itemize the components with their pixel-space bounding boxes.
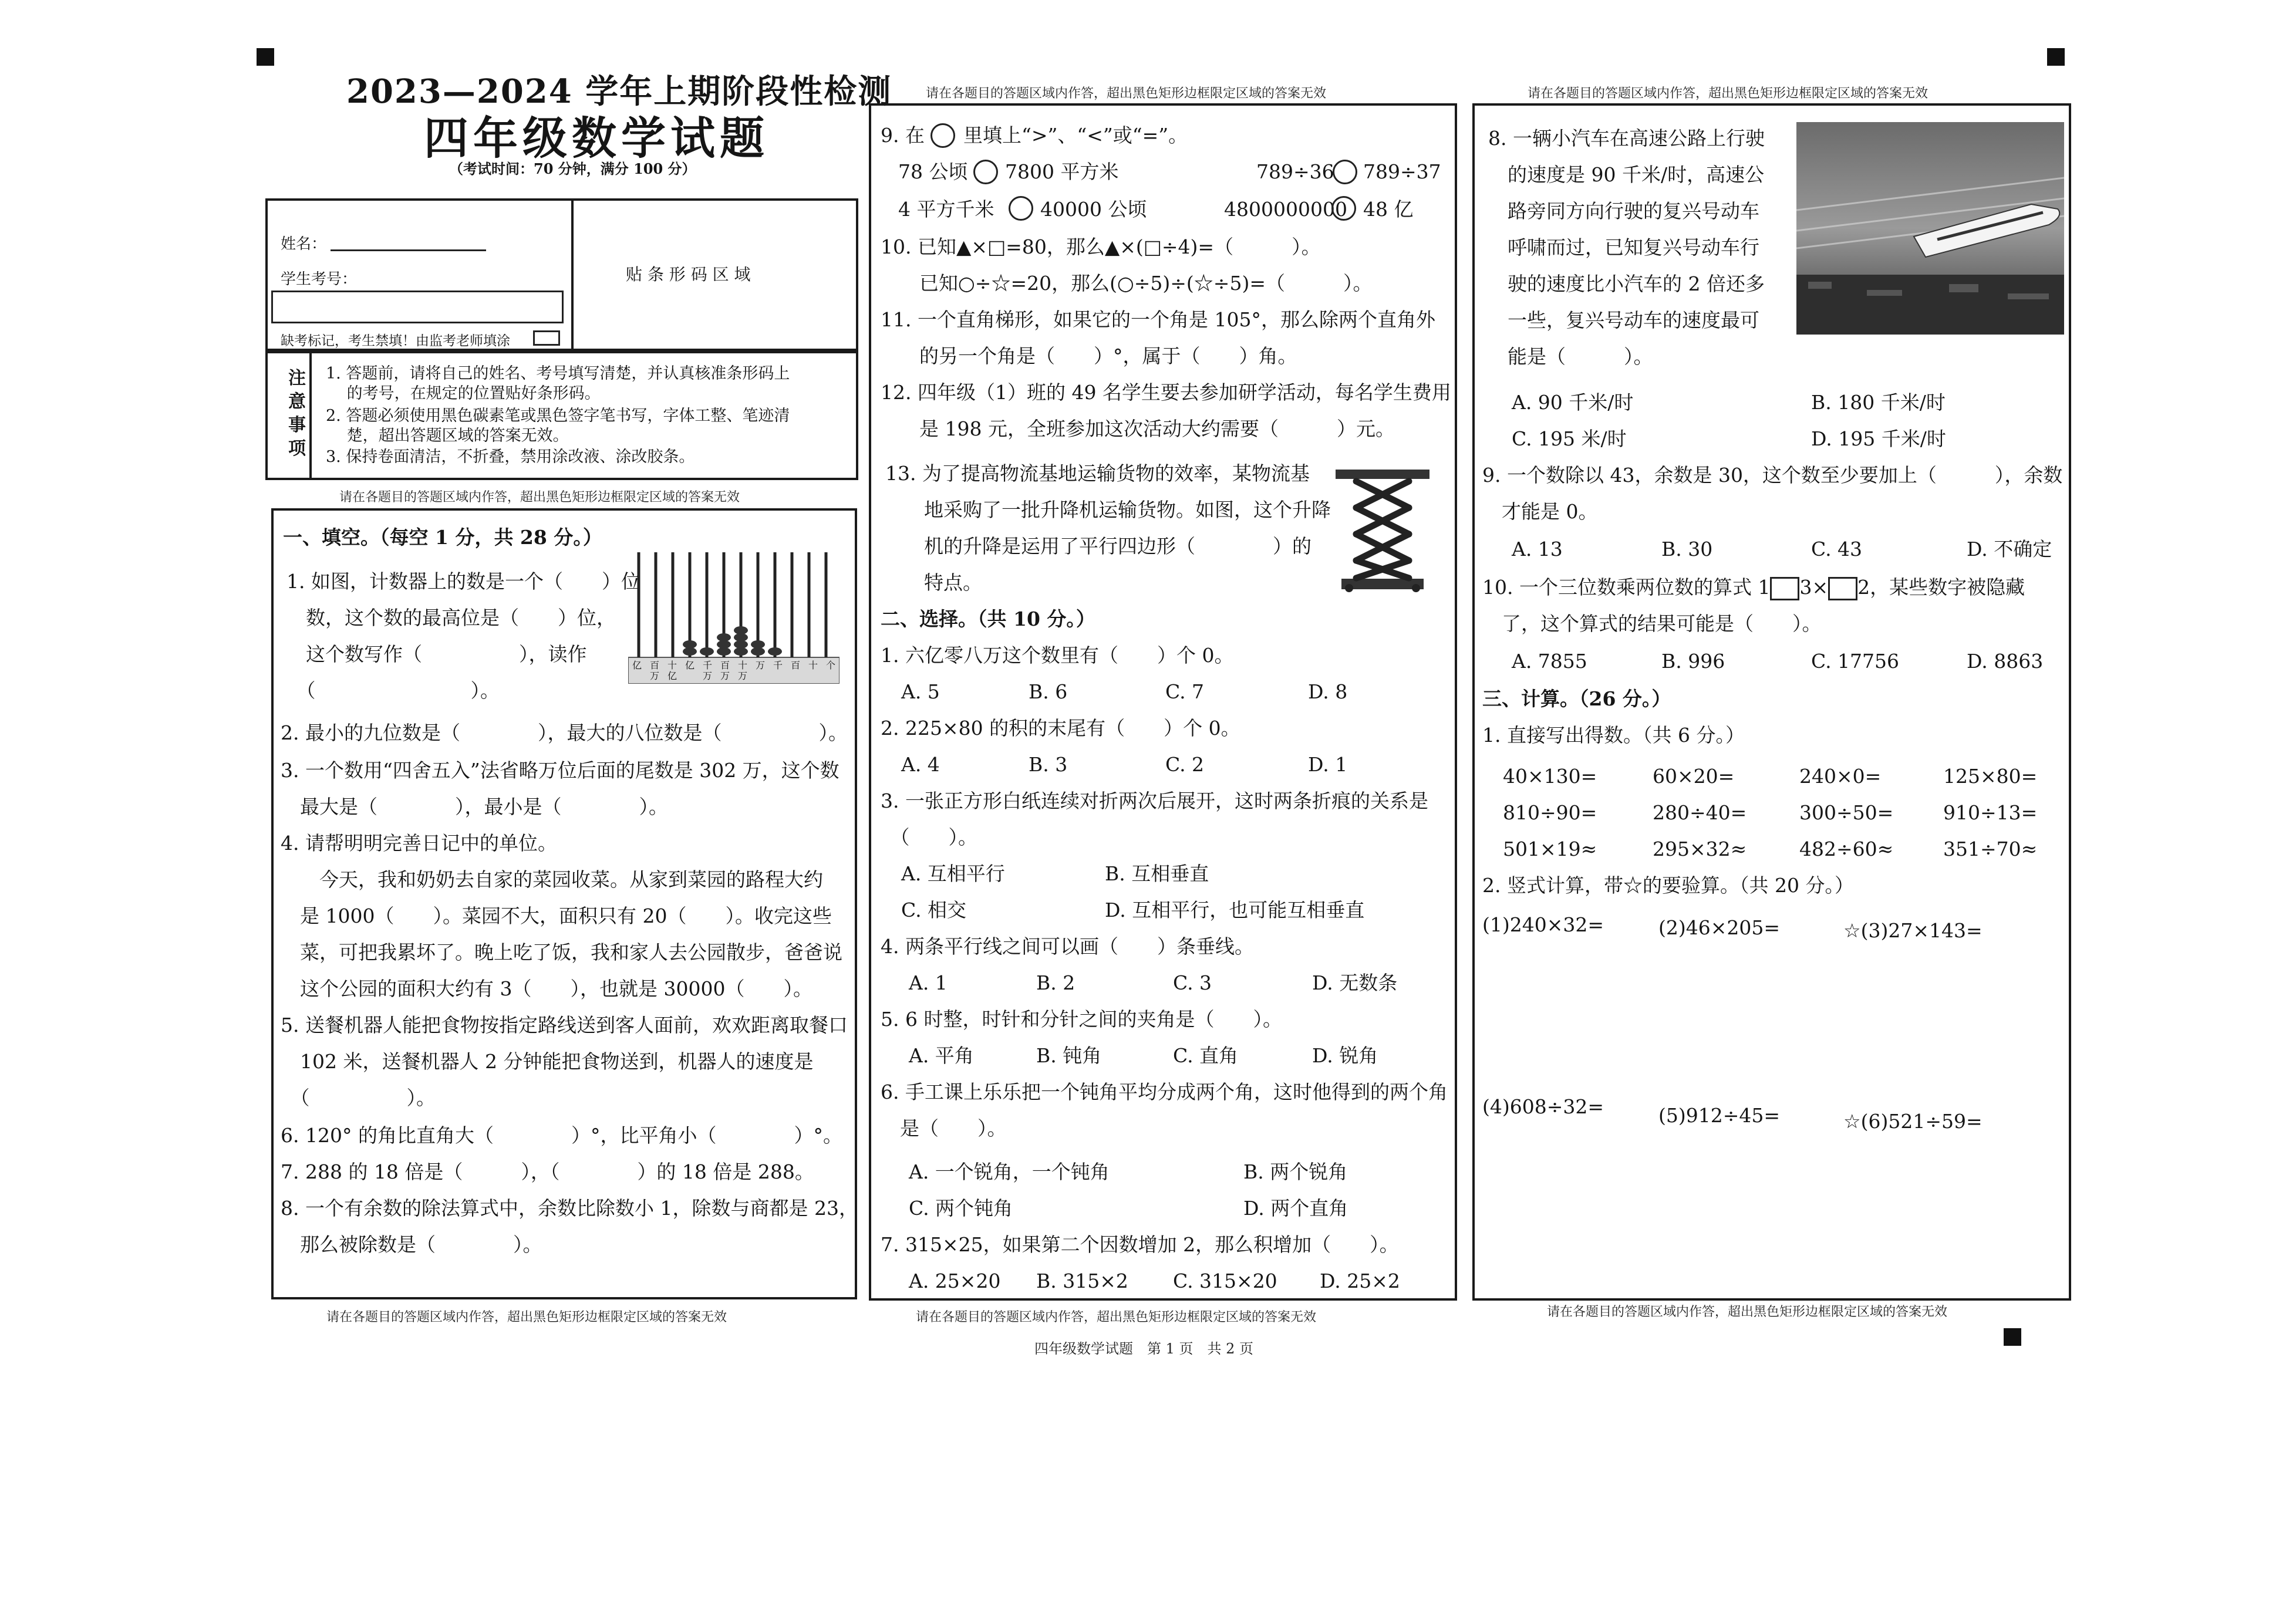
question-13-line: 机的升降是运用了平行四边形（ ）的 — [885, 535, 1311, 558]
direct-calc: 482÷60≈ — [1799, 838, 1894, 860]
direct-calc: 351÷70≈ — [1943, 838, 2038, 860]
answer-notice-top-col3: 请在各题目的答题区域内作答，超出黑色矩形边框限定区域的答案无效 — [1528, 86, 1928, 101]
direct-calc: 501×19≈ — [1503, 838, 1597, 860]
choice-5-option[interactable]: D. 锐角 — [1312, 1044, 1378, 1067]
choice-1-option[interactable]: B. 6 — [1029, 680, 1068, 703]
choice-2-option[interactable]: A. 4 — [901, 753, 940, 776]
answer-circle[interactable] — [1333, 160, 1357, 184]
question-5-line: 102 米，送餐机器人 2 分钟能把食物送到，机器人的速度是 — [281, 1050, 814, 1073]
notice-label-char: 注 — [288, 368, 306, 389]
choice-6-option[interactable]: D. 两个直角 — [1243, 1197, 1348, 1220]
choice-5-option[interactable]: C. 直角 — [1173, 1044, 1239, 1067]
bullet-train-drawing — [1796, 122, 2064, 335]
compare-right: 48 亿 — [1363, 198, 1414, 221]
choice-8-line: 的速度是 90 千米/时，高速公 — [1488, 163, 1765, 186]
barcode-divider — [571, 198, 574, 351]
question-2: 2. 最小的九位数是（ ），最大的八位数是（ ）。 — [281, 721, 848, 744]
choice-10-text-part: 10. 一个三位数乘两位数的算式 1 — [1482, 576, 1771, 599]
registration-mark-top-right — [2047, 48, 2065, 66]
abacus-labels — [628, 660, 839, 681]
question-8-line: 那么被除数是（ ）。 — [281, 1233, 542, 1256]
choice-9-option[interactable]: A. 13 — [1512, 538, 1563, 561]
choice-9-line: 才能是 0。 — [1482, 500, 1598, 523]
abacus-label: 百万 — [720, 660, 730, 681]
abacus-label: 百万 — [649, 660, 659, 681]
question-1-line: 1. 如图，计数器上的数是一个（ ）位 — [286, 570, 640, 593]
absent-mark-label: 缺考标记，考生禁填！由监考老师填涂 — [281, 333, 510, 349]
answer-notice-bottom-col2: 请在各题目的答题区域内作答，超出黑色矩形边框限定区域的答案无效 — [916, 1310, 1317, 1325]
compare-left: 789÷36 — [1256, 160, 1334, 183]
notice-line: 3. 保持卷面清洁，不折叠，禁用涂改液、涂改胶条。 — [326, 448, 695, 466]
question-4-diary-line: 这个公园的面积大约有 3（ ），也就是 30000（ ）。 — [281, 977, 812, 1000]
notice-label-char: 事 — [288, 415, 306, 435]
choice-5-option[interactable]: B. 钝角 — [1036, 1044, 1102, 1067]
direct-calc: 295×32≈ — [1653, 838, 1747, 860]
choice-7: 7. 315×25，如果第二个因数增加 2，那么积增加（ ）。 — [881, 1233, 1399, 1256]
abacus-label: 十万 — [737, 660, 747, 681]
notice-line: 楚，超出答题区域的答案无效。 — [326, 427, 569, 445]
question-1-line: 数，这个数的最高位是（ ）位， — [286, 606, 616, 629]
question-4-diary-line: 是 1000（ ）。菜园不大，面积只有 20（ ）。收完这些 — [281, 904, 832, 927]
choice-8-option[interactable]: D. 195 千米/时 — [1811, 427, 1946, 450]
question-13-line: 13. 为了提高物流基地运输货物的效率，某物流基 — [885, 462, 1310, 485]
question-11-line: 11. 一个直角梯形，如果它的一个角是 105°，那么除两个直角外 — [881, 308, 1435, 331]
question-4: 4. 请帮明明完善日记中的单位。 — [281, 832, 557, 855]
notice-line: 的考号，在规定的位置贴好条形码。 — [326, 384, 601, 403]
direct-calc: 60×20= — [1653, 765, 1735, 788]
choice-9-option[interactable]: B. 30 — [1661, 538, 1713, 561]
choice-9-line: 9. 一个数除以 43，余数是 30，这个数至少要加上（ ），余数 — [1482, 464, 2063, 487]
vertical-calc: (4)608÷32= — [1482, 1095, 1604, 1118]
choice-3-option[interactable]: B. 互相垂直 — [1105, 862, 1209, 885]
question-10-line: 10. 已知▲×□=80，那么▲×(□÷4)=（ ）。 — [881, 235, 1321, 258]
notice-label-char: 意 — [288, 391, 306, 412]
direct-calc: 280÷40= — [1653, 801, 1747, 824]
hidden-digit-box[interactable] — [1828, 577, 1857, 600]
answer-notice-top-col2: 请在各题目的答题区域内作答，超出黑色矩形边框限定区域的答案无效 — [926, 86, 1327, 101]
choice-2: 2. 225×80 的积的末尾有（ ）个 0。 — [881, 717, 1240, 740]
answer-circle[interactable] — [930, 123, 955, 148]
calc-part1-heading: 1. 直接写出得数。（共 6 分。） — [1482, 724, 1745, 747]
vertical-calc: (1)240×32= — [1482, 913, 1604, 936]
question-12-line: 12. 四年级（1）班的 49 名学生要去参加研学活动，每名学生费用 — [881, 381, 1451, 404]
choice-4-option[interactable]: B. 2 — [1036, 971, 1075, 994]
abacus-label: 十 — [808, 660, 818, 671]
choice-3-line: 3. 一张正方形白纸连续对折两次后展开，这时两条折痕的关系是 — [881, 789, 1428, 812]
abacus-label: 千 — [773, 660, 783, 671]
answer-notice-col1-top: 请在各题目的答题区域内作答，超出黑色矩形边框限定区域的答案无效 — [339, 490, 740, 505]
choice-8-line: 驶的速度比小汽车的 2 倍还多 — [1488, 272, 1765, 295]
answer-notice-bottom-col1: 请在各题目的答题区域内作答，超出黑色矩形边框限定区域的答案无效 — [326, 1310, 727, 1325]
choice-8-line: 呼啸而过，已知复兴号动车行 — [1488, 236, 1759, 259]
notice-line: 1. 答题前，请将自己的姓名、考号填写清楚，并认真核准条形码上 — [326, 364, 790, 383]
question-13-line: 地采购了一批升降机运输货物。如图，这个升降 — [885, 498, 1331, 521]
question-9 — [881, 117, 1188, 154]
exam-title-line1: 2023—2024 学年上期阶段性检测 — [346, 72, 892, 111]
page-footer: 四年级数学试题 第 1 页 共 2 页 — [1034, 1341, 1254, 1357]
question-9-text: 9. 在 里填上“>”、“<”或“=”。 — [881, 124, 1188, 147]
choice-3-option[interactable]: A. 互相平行 — [901, 862, 1005, 885]
abacus-label: 千万 — [702, 660, 712, 681]
choice-7-option[interactable]: C. 315×20 — [1173, 1270, 1277, 1292]
choice-6-option[interactable]: B. 两个锐角 — [1243, 1160, 1348, 1183]
question-5-line: （ ）。 — [281, 1086, 436, 1109]
section2-heading: 二、选择。（共 10 分。） — [881, 607, 1095, 630]
choice-10-option[interactable]: C. 17756 — [1811, 650, 1900, 673]
abacus-label: 万 — [755, 660, 765, 671]
choice-8-option[interactable]: A. 90 千米/时 — [1512, 391, 1634, 414]
choice-10-option[interactable]: B. 996 — [1661, 650, 1725, 673]
compare-right: 789÷37 — [1363, 160, 1441, 183]
compare-left: 4 平方千米 — [898, 198, 994, 221]
bullet-train-photo — [1796, 122, 2064, 335]
choice-10-option[interactable]: A. 7855 — [1512, 650, 1587, 673]
question-7: 7. 288 的 18 倍是（ ），（ ）的 18 倍是 288。 — [281, 1160, 814, 1183]
choice-9-option[interactable]: C. 43 — [1811, 538, 1863, 561]
abacus-figure — [628, 549, 839, 684]
choice-3-option[interactable]: C. 相交 — [901, 899, 967, 921]
choice-8-line: 能是（ ）。 — [1488, 345, 1653, 368]
choice-7-option[interactable]: D. 25×2 — [1320, 1270, 1400, 1292]
question-4-diary-line: 菜，可把我累坏了。晚上吃了饭，我和家人去公园散步，爸爸说 — [281, 941, 842, 964]
section1-heading: 一、填空。（每空 1 分，共 28 分。） — [283, 526, 602, 549]
choice-2-option[interactable]: B. 3 — [1029, 753, 1068, 776]
direct-calc: 910÷13= — [1943, 801, 2038, 824]
notice-line: 2. 答题必须使用黑色碳素笔或黑色签字笔书写，字体工整、笔迹清 — [326, 407, 790, 425]
choice-8-option[interactable]: C. 195 米/时 — [1512, 427, 1627, 450]
choice-10-option[interactable]: D. 8863 — [1967, 650, 2044, 673]
question-1-line: 这个数写作（ ），读作 — [286, 643, 587, 666]
choice-9-option[interactable]: D. 不确定 — [1967, 538, 2052, 561]
registration-mark-bottom-right — [2004, 1328, 2021, 1346]
name-label: 姓名： — [281, 235, 327, 253]
abacus-label: 百 — [790, 660, 800, 671]
choice-8-option[interactable]: B. 180 千米/时 — [1811, 391, 1946, 414]
name-field[interactable] — [331, 249, 486, 251]
choice-10-line: 了，这个算式的结果可能是（ ）。 — [1482, 612, 1822, 635]
abacus-label: 个 — [825, 660, 835, 671]
choice-1-option[interactable]: D. 8 — [1308, 680, 1348, 703]
question-12-line: 是 198 元，全班参加这次活动大约需要（ ）元。 — [881, 417, 1395, 440]
choice-6-line: 是（ ）。 — [881, 1117, 1007, 1140]
question-3-line: 3. 一个数用“四舍五入”法省略万位后面的尾数是 302 万，这个数 — [281, 759, 839, 782]
notice-label — [288, 367, 306, 461]
abacus-label: 十亿 — [667, 660, 677, 681]
vertical-calc: ☆(3)27×143= — [1843, 919, 1983, 942]
vertical-calc: (2)46×205= — [1658, 916, 1781, 939]
student-id-label: 学生考号： — [281, 271, 358, 288]
choice-1: 1. 六亿零八万这个数里有（ ）个 0。 — [881, 644, 1234, 667]
section3-heading: 三、计算。（26 分。） — [1482, 687, 1671, 710]
student-id-field[interactable] — [271, 291, 564, 323]
choice-8-line: 路旁同方向行驶的复兴号动车 — [1488, 200, 1759, 222]
direct-calc: 300÷50= — [1799, 801, 1894, 824]
question-11-line: 的另一个角是（ ）°，属于（ ）角。 — [881, 345, 1297, 367]
hidden-digit-box[interactable] — [1770, 577, 1799, 600]
compare-right: 7800 平方米 — [1005, 160, 1119, 183]
answer-circle[interactable] — [973, 160, 998, 184]
choice-5: 5. 6 时整，时针和分针之间的夹角是（ ）。 — [881, 1008, 1282, 1031]
choice-5-option[interactable]: A. 平角 — [909, 1044, 974, 1067]
choice-2-option[interactable]: D. 1 — [1308, 753, 1348, 776]
choice-10-text-part: 3× — [1799, 576, 1829, 599]
choice-10-line — [1482, 569, 2025, 606]
direct-calc: 125×80= — [1943, 765, 2038, 788]
registration-mark-top-left — [257, 48, 274, 66]
barcode-area-label: 贴 条 形 码 区 域 — [626, 265, 751, 284]
choice-3-line: （ ）。 — [881, 826, 977, 849]
question-10-line: 已知○÷☆=20，那么(○÷5)÷(☆÷5)=（ ）。 — [881, 272, 1373, 295]
direct-calc: 240×0= — [1799, 765, 1882, 788]
choice-4-option[interactable]: C. 3 — [1173, 971, 1212, 994]
scissor-lift-drawing — [1333, 464, 1432, 593]
choice-4: 4. 两条平行线之间可以画（ ）条垂线。 — [881, 935, 1254, 958]
answer-circle[interactable] — [1009, 196, 1033, 221]
absent-mark-box[interactable] — [533, 330, 560, 346]
question-13-line: 特点。 — [885, 571, 982, 594]
exam-title-line2: 四年级数学试题 — [424, 112, 769, 164]
answer-notice-bottom-col3: 请在各题目的答题区域内作答，超出黑色矩形边框限定区域的答案无效 — [1547, 1305, 1948, 1319]
question-8-line: 8. 一个有余数的除法算式中，余数比除数小 1，除数与商都是 23， — [281, 1197, 858, 1220]
choice-4-option[interactable]: D. 无数条 — [1312, 971, 1398, 994]
choice-6-option[interactable]: A. 一个锐角，一个钝角 — [909, 1160, 1110, 1183]
question-5-line: 5. 送餐机器人能把食物按指定路线送到客人面前，欢欢距离取餐口 — [281, 1014, 848, 1036]
choice-6-option[interactable]: C. 两个钝角 — [909, 1197, 1013, 1220]
calc-part2-heading: 2. 竖式计算，带☆的要验算。（共 20 分。） — [1482, 874, 1854, 897]
vertical-calc: ☆(6)521÷59= — [1843, 1110, 1983, 1133]
abacus-label: 亿 — [632, 660, 642, 671]
compare-right: 40000 公顷 — [1040, 198, 1147, 221]
compare-left: 4800000000 — [1224, 198, 1347, 221]
choice-6-line: 6. 手工课上乐乐把一个钝角平均分成两个角，这时他得到的两个角 — [881, 1081, 1448, 1103]
notice-label-char: 项 — [288, 438, 306, 459]
question-1-line: （ ）。 — [286, 679, 500, 702]
choice-4-option[interactable]: A. 1 — [909, 971, 948, 994]
scissor-lift-image — [1333, 464, 1432, 593]
question-4-diary-line: 今天，我和奶奶去自家的菜园收菜。从家到菜园的路程大约 — [281, 868, 823, 891]
choice-1-option[interactable]: A. 5 — [901, 680, 940, 703]
answer-circle[interactable] — [1331, 196, 1356, 221]
choice-1-option[interactable]: C. 7 — [1165, 680, 1205, 703]
choice-7-option[interactable]: A. 25×20 — [909, 1270, 1001, 1292]
choice-10-text-part: 2，某些数字被隐藏 — [1857, 576, 2025, 599]
abacus-label: 亿 — [685, 660, 694, 671]
direct-calc: 810÷90= — [1503, 801, 1597, 824]
exam-info: （考试时间：70 分钟，满分 100 分） — [449, 160, 696, 177]
choice-8-line: 8. 一辆小汽车在高速公路上行驶 — [1488, 127, 1765, 150]
vertical-calc: (5)912÷45= — [1658, 1104, 1781, 1127]
question-3-line: 最大是（ ），最小是（ ）。 — [281, 795, 668, 818]
notice-divider — [309, 351, 312, 480]
compare-left: 78 公顷 — [898, 160, 968, 183]
choice-7-option[interactable]: B. 315×2 — [1036, 1270, 1128, 1292]
choice-2-option[interactable]: C. 2 — [1165, 753, 1205, 776]
choice-8-line: 一些，复兴号动车的速度最可 — [1488, 309, 1759, 332]
direct-calc: 40×130= — [1503, 765, 1597, 788]
choice-3-option[interactable]: D. 互相平行，也可能互相垂直 — [1105, 899, 1365, 921]
question-6: 6. 120° 的角比直角大（ ）°，比平角小（ ）°。 — [281, 1124, 842, 1147]
